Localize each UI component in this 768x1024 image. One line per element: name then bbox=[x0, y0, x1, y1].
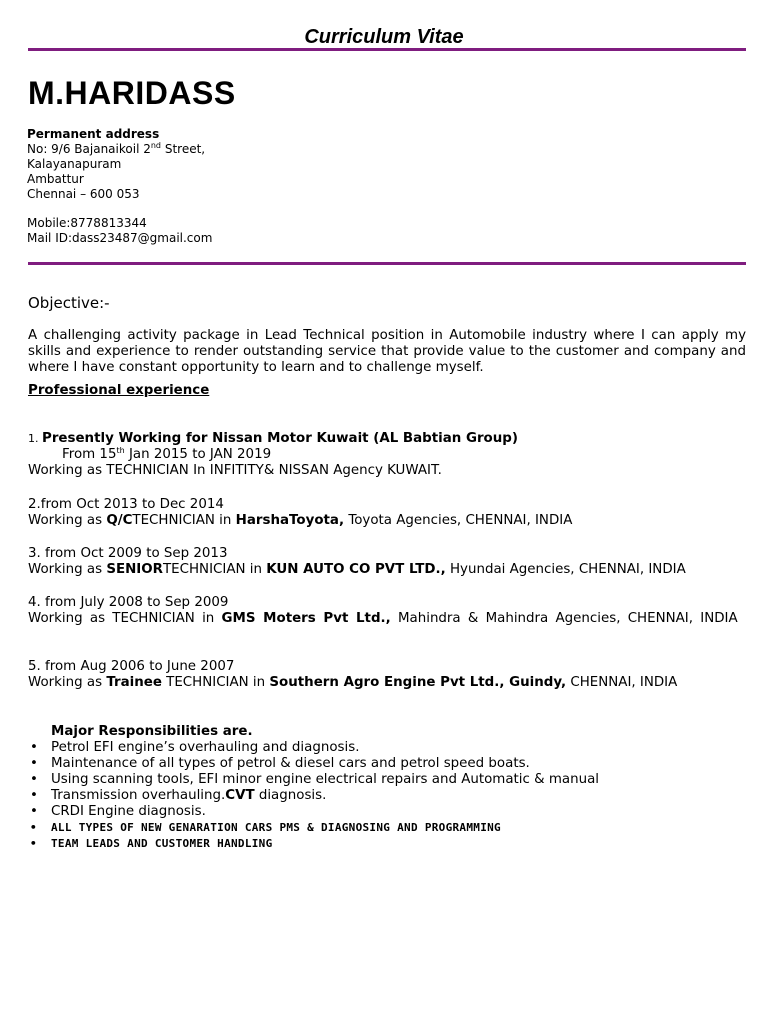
objective-text: A challenging activity package in Lead Technical position in Automobile industry where I can apply my skills and experience to render outstanding service that provide value to the customer and company and where I have constant opportunity to learn and to challenge myself. bbox=[28, 328, 746, 375]
experience-4-location: Mahindra & Mahindra Agencies, CHENNAI, INDIA bbox=[390, 611, 738, 626]
list-item bbox=[28, 836, 748, 852]
list-item bbox=[28, 788, 748, 804]
experience-3-prefix: Working as bbox=[28, 562, 107, 577]
address-line-2: Kalayanapuram bbox=[27, 157, 122, 171]
objective-heading: Objective:- bbox=[28, 294, 110, 312]
experience-4-company: GMS Moters Pvt Ltd., bbox=[221, 611, 391, 626]
address-block bbox=[27, 127, 212, 246]
responsibility-text: TEAM LEADS AND CUSTOMER HANDLING bbox=[51, 837, 273, 850]
bullet-icon: • bbox=[30, 837, 37, 850]
section-divider bbox=[28, 262, 746, 265]
experience-3-period: 3. from Oct 2009 to Sep 2013 bbox=[28, 546, 228, 561]
experience-5-desc bbox=[28, 675, 746, 691]
responsibility-text: CRDI Engine diagnosis. bbox=[51, 804, 206, 819]
experience-entry-4 bbox=[28, 595, 746, 627]
responsibility-text: Petrol EFI engine’s overhauling and diagnosis. bbox=[51, 740, 360, 755]
document-title: Curriculum Vitae bbox=[304, 26, 464, 48]
list-item bbox=[28, 804, 748, 820]
experience-4-prefix: Working as TECHNICIAN in bbox=[28, 611, 222, 626]
list-item bbox=[28, 740, 748, 756]
address-line-3: Ambattur bbox=[27, 172, 84, 186]
experience-1-desc: Working as TECHNICIAN In INFITITY& NISSAN Agency KUWAIT. bbox=[28, 463, 442, 478]
address-line-1-text: No: 9/6 Bajanaikoil 2 bbox=[27, 142, 151, 156]
experience-3-position: TECHNICIAN in bbox=[163, 562, 267, 577]
experience-2-prefix: Working as bbox=[28, 513, 107, 528]
address-line-4: Chennai – 600 053 bbox=[27, 187, 140, 201]
experience-entry-2 bbox=[28, 497, 746, 529]
bullet-icon: • bbox=[30, 756, 38, 771]
bullet-icon: • bbox=[30, 804, 38, 819]
experience-1-period bbox=[28, 447, 746, 463]
experience-entry-1 bbox=[28, 431, 746, 479]
experience-1-employer: Presently Working for Nissan Motor Kuwait (AL Babtian Group) bbox=[42, 431, 518, 446]
experience-3-desc bbox=[28, 562, 746, 578]
experience-entry-3 bbox=[28, 546, 746, 578]
experience-5-company: Southern Agro Engine Pvt Ltd., Guindy, bbox=[269, 675, 567, 690]
email-address: Mail ID:dass23487@gmail.com bbox=[27, 231, 213, 245]
experience-1-period-start: From 15 bbox=[62, 447, 117, 462]
candidate-name: M.HARIDASS bbox=[28, 75, 236, 111]
responsibility-text: Using scanning tools, EFI minor engine electrical repairs and Automatic & manual bbox=[51, 772, 599, 787]
bullet-icon: • bbox=[30, 788, 38, 803]
experience-5-period: 5. from Aug 2006 to June 2007 bbox=[28, 659, 235, 674]
address-spacer bbox=[27, 202, 212, 216]
experience-4-desc bbox=[28, 611, 746, 627]
address-label: Permanent address bbox=[27, 127, 160, 141]
bullet-icon: • bbox=[30, 740, 38, 755]
list-item bbox=[28, 820, 748, 836]
experience-1-period-end: Jan 2015 to JAN 2019 bbox=[124, 447, 272, 462]
bullet-icon: • bbox=[30, 821, 37, 834]
experience-3-role: SENIOR bbox=[106, 562, 163, 577]
experience-2-company: HarshaToyota, bbox=[235, 513, 345, 528]
list-item bbox=[28, 772, 748, 788]
list-item bbox=[28, 756, 748, 772]
mobile-number: Mobile:8778813344 bbox=[27, 216, 147, 230]
responsibility-text: ALL TYPES OF NEW GENARATION CARS PMS & DIAGNOSING AND PROGRAMMING bbox=[51, 821, 501, 834]
experience-2-role: Q/C bbox=[106, 513, 133, 528]
experience-3-location: Hyundai Agencies, CHENNAI, INDIA bbox=[445, 562, 686, 577]
responsibility-text: Maintenance of all types of petrol & diesel cars and petrol speed boats. bbox=[51, 756, 530, 771]
experience-2-position: TECHNICIAN in bbox=[132, 513, 236, 528]
experience-2-period: 2.from Oct 2013 to Dec 2014 bbox=[28, 497, 224, 512]
experience-1-title bbox=[28, 431, 746, 447]
address-line-1-rest: Street, bbox=[161, 142, 206, 156]
responsibility-text-end: diagnosis. bbox=[254, 788, 327, 803]
experience-5-position: TECHNICIAN in bbox=[161, 675, 270, 690]
responsibility-cvt: CVT bbox=[225, 788, 255, 803]
experience-2-location: Toyota Agencies, CHENNAI, INDIA bbox=[344, 513, 573, 528]
bullet-icon: • bbox=[30, 772, 38, 787]
top-divider bbox=[28, 48, 746, 51]
responsibilities-list bbox=[28, 740, 748, 852]
experience-3-company: KUN AUTO CO PVT LTD., bbox=[266, 562, 446, 577]
experience-entry-5 bbox=[28, 659, 746, 691]
responsibility-text: Transmission overhauling. bbox=[51, 788, 226, 803]
experience-5-role: Trainee bbox=[106, 675, 162, 690]
experience-5-prefix: Working as bbox=[28, 675, 107, 690]
experience-heading: Professional experience bbox=[28, 383, 210, 398]
experience-2-desc bbox=[28, 513, 746, 529]
experience-1-number: 1. bbox=[28, 432, 42, 445]
experience-1-period-sup: th bbox=[116, 446, 125, 455]
address-line-1-sup: nd bbox=[150, 141, 162, 150]
experience-5-location: CHENNAI, INDIA bbox=[566, 675, 678, 690]
address-line-1 bbox=[27, 142, 212, 157]
responsibilities-heading: Major Responsibilities are. bbox=[51, 724, 253, 739]
experience-4-period: 4. from July 2008 to Sep 2009 bbox=[28, 595, 229, 610]
